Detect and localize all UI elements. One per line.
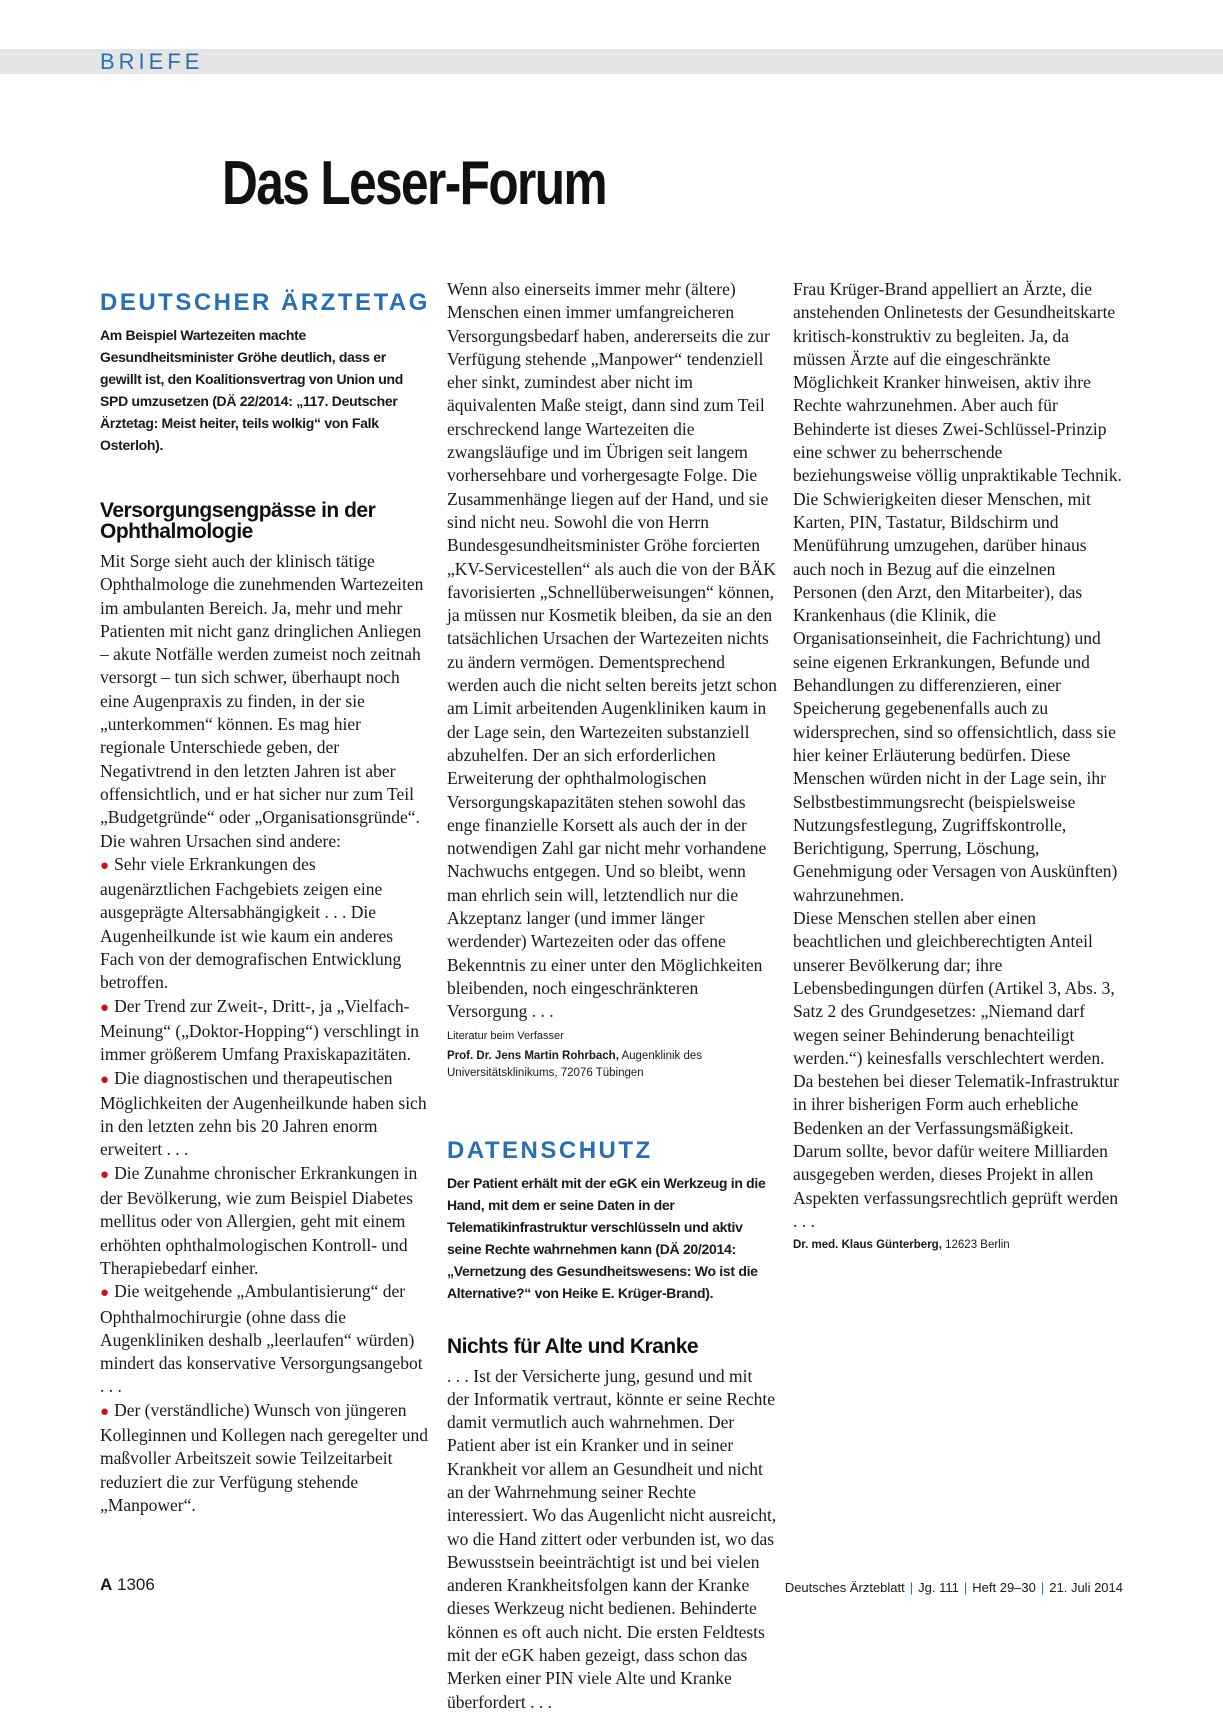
journal-info xyxy=(785,1580,1123,1595)
article1-teaser: Am Beispiel Wartezeiten machte Gesundheitsminister Gröhe deutlich, dass er gewillt ist, den Koalitionsvertrag von Union und SPD umzusetzen (DÄ 22/2014: „117. Deutscher Ärztetag: Meist heiter, teils wolkig“ von Falk Osterloh). xyxy=(100,327,403,453)
divider: | xyxy=(963,1580,968,1595)
journal-volume: Jg. 111 xyxy=(918,1580,959,1595)
bullet-item: ● Sehr viele Erkrankungen des augenärztlichen Fachgebiets zeigen eine ausgeprägte Altersabhängigkeit . . . Die Augenheilkunde ist wie kaum ein anderes Fach von der demografischen Entwicklung betroffen. xyxy=(100,853,402,993)
article1-kicker: DEUTSCHER ÄRZTETAG xyxy=(100,289,430,316)
bullet-item: ● Die weitgehende „Ambulantisierung“ der Ophthalmochirurgie (ohne dass die Augenkliniken deshalb „leerlaufen“ würden) mindert das konservative Versorgungsangebot . . . xyxy=(100,1281,423,1397)
column-1 xyxy=(100,290,430,1517)
bullet-dot-icon: ● xyxy=(100,1403,110,1420)
page-title: Das Leser-Forum xyxy=(222,149,606,218)
section-label: BRIEFE xyxy=(100,49,204,74)
article1-intro: Mit Sorge sieht auch der klinisch tätige Ophthalmologe die zunehmenden Wartezeiten im ambulanten Bereich. Ja, mehr und mehr Patienten mit nicht ganz dringlichen Anliegen – akute Notfälle werden zumeist noch zeitnah versorgt – tun sich schwer, überhaupt noch eine Augenpraxis zu finden, in der sie „unterkommen“ können. Es mag hier regionale Unterschiede geben, der Negativtrend in den letzten Jahren ist aber offensichtlich, und er hat sicher nur zum Teil „Budgetgründe“ oder „Organisationsgründe“. Die wahren Ursachen sind andere: xyxy=(100,551,424,851)
divider: | xyxy=(1040,1580,1045,1595)
bullet-dot-icon: ● xyxy=(100,999,110,1016)
column-3 xyxy=(793,278,1123,1254)
literature-note: Literatur beim Verfasser xyxy=(447,1029,564,1042)
article2-headline: Nichts für Alte und Kranke xyxy=(447,1334,699,1358)
author-name: Dr. med. Klaus Günterberg, xyxy=(793,1239,942,1252)
journal-date: 21. Juli 2014 xyxy=(1049,1580,1123,1595)
article1-headline: Versorgungsengpässe in der Ophthalmologie xyxy=(100,499,376,543)
journal-name: Deutsches Ärzteblatt xyxy=(784,1580,905,1595)
journal-issue: Heft 29–30 xyxy=(972,1580,1036,1595)
page-number: A 1306 xyxy=(100,1575,155,1594)
column-2 xyxy=(447,278,777,1714)
author-name: Prof. Dr. Jens Martin Rohrbach, xyxy=(447,1049,619,1062)
article2-signature xyxy=(793,1237,1123,1254)
bullet-dot-icon: ● xyxy=(100,1285,110,1302)
article2-kicker: DATENSCHUTZ xyxy=(447,1136,653,1164)
author-affiliation: 12623 Berlin xyxy=(945,1239,1010,1252)
bullet-item: ● Die Zunahme chronischer Erkrankungen in der Bevölkerung, wie zum Beispiel Diabetes mellitus oder von Allergien, geht mit einem erhöhten ophthalmologischen Kontroll- und Therapiebedarf einher. xyxy=(100,1162,418,1278)
bullet-dot-icon: ● xyxy=(100,857,110,874)
bullet-dot-icon: ● xyxy=(100,1166,110,1183)
article1-signature xyxy=(447,1048,777,1082)
divider: | xyxy=(909,1580,914,1595)
article2-teaser: Der Patient erhält mit der eGK ein Werkzeug in die Hand, mit dem er seine Daten in der Telematikinfrastruktur verschlüsseln und aktiv seine Rechte wahrnehmen kann (DÄ 20/2014: „Vernetzung des Gesundheitswesens: Wo ist die Alternative?“ von Heike E. Krüger-Brand). xyxy=(447,1174,766,1301)
author-affiliation: Augenklinik des Universitätsklinikums, 72076 Tübingen xyxy=(447,1049,703,1079)
article2-para1: . . . Ist der Versicherte jung, gesund und mit der Informatik vertraut, könnte er seine Rechte damit vermutlich auch wahrnehmen. Der Patient aber ist ein Kranker und in seiner Krankheit vor allem an Gesundheit und nicht an der Wahrnehmung seiner Rechte interessiert. Wo das Augenlicht nicht ausreicht, wo die Hand zittert oder verbunden ist, wo das Bewusstsein beeinträchtigt ist und bei vielen anderen Krankheitsfolgen kann der Kranke dieses Werkzeug nicht bedienen. Behinderte können es oft auch nicht. Die ersten Feldtests mit der eGK haben gezeigt, dass schon das Merken einer PIN viele Alte und Kranke überfordert . . . xyxy=(447,1365,777,1712)
article1-continuation: Wenn also einerseits immer mehr (ältere) Menschen einen immer umfangreicheren Versorgungsbedarf haben, andererseits die zur Verfügung stehende „Manpower“ tendenziell eher sinkt, zumindest aber nicht im äquivalenten Maße steigt, dann sind zum Teil erschreckend lange Wartezeiten die zwangsläufige und im Übrigen seit langem vorhersehbare und vorhergesagte Folge. Die Zusammenhänge liegen auf der Hand, und sie sind nicht neu. Sowohl die von Herrn Bundesgesundheitsminister Gröhe forcierten „KV-Servicestellen“ als auch die von der BÄK favorisierten „Schnellüberweisungen“ können, ja müssen nur Kosmetik bleiben, da sie an den tatsächlichen Ursachen der Wartezeiten nichts zu ändern vermögen. Dementsprechend werden auch die nicht selten bereits jetzt schon am Limit arbeitenden Augenkliniken kaum in der Lage sein, den Wartezeiten substanziell abzuhelfen. Der an sich erforderlichen Erweiterung der ophthalmologischen Versorgungskapazitäten stehen sowohl das enge finanzielle Korsett als auch der in der notwendigen Zahl gar nicht mehr vorhandene Nachwuchs entgegen. Und so bleibt, wenn man ehrlich sein will, letztendlich nur die Akzeptanz langer (und immer länger werdender) Wartezeiten oder das offene Bekenntnis zu einer unter den Möglichkeiten bleibenden, noch eingeschränkteren Versorgung . . . xyxy=(447,279,777,1022)
article2-para3: Diese Menschen stellen aber einen beachtlichen und gleichberechtigten Anteil unserer Bevölkerung dar; ihre Lebensbedingungen dürfen (Artikel 3, Abs. 3, Satz 2 des Grundgesetzes: „Niemand darf wegen seiner Behinderung benachteiligt werden.“) keinesfalls verschlechtert werden. Da bestehen bei dieser Telematik-Infrastruktur in ihrer bisherigen Form auch erhebliche Bedenken an der Verfassungsmäßigkeit. Darum sollte, bevor dafür weitere Milliarden ausgegeben werden, dieses Projekt in allen Aspekten verfassungsrechtlich geprüft werden . . . xyxy=(793,908,1119,1231)
bullet-item: ● Der Trend zur Zweit-, Dritt-, ja „Vielfach-Meinung“ („Doktor-Hopping“) verschlingt in immer größerem Umfang Praxiskapazitäten. xyxy=(100,995,419,1065)
bullet-item: ● Der (verständliche) Wunsch von jüngeren Kolleginnen und Kollegen nach geregelter und maßvoller Arbeitszeit sowie Teilzeitarbeit reduziert die zur Verfügung stehende „Manpower“. xyxy=(100,1399,429,1515)
article2-para2: Frau Krüger-Brand appelliert an Ärzte, die anstehenden Onlinetests der Gesundheitskarte kritisch-konstruktiv zu begleiten. Ja, da müssen Ärzte auf die eingeschränkte Möglichkeit Kranker hinweisen, aktiv ihre Rechte wahrzunehmen. Aber auch für Behinderte ist dieses Zwei-Schlüssel-Prinzip eine schwer zu beherrschende beziehungsweise völlig unpraktikable Technik. Die Schwierigkeiten dieser Menschen, mit Karten, PIN, Tastatur, Bildschirm und Menüführung umzugehen, darüber hinaus auch noch in Bezug auf die einzelnen Personen (den Arzt, den Mitarbeiter), das Krankenhaus (die Klinik, die Organisationseinheit, die Fachrichtung) und seine eigenen Erkrankungen, Befunde und Behandlungen zu differenzieren, einer Speicherung gegebenenfalls auch zu widersprechen, sind so offensichtlich, dass sie hier keiner Erläuterung bedürfen. Diese Menschen würden nicht in der Lage sein, ihr Selbstbestimmungsrecht (beispielsweise Nutzungsfestlegung, Zugriffskontrolle, Berichtigung, Sperrung, Löschung, Genehmigung oder Versagen von Auskünften) wahrzunehmen. xyxy=(793,279,1122,905)
bullet-dot-icon: ● xyxy=(100,1071,110,1088)
bullet-item: ● Die diagnostischen und therapeutischen Möglichkeiten der Augenheilkunde haben sich in den letzten zehn bis 20 Jahren enorm erweitert . . . xyxy=(100,1067,427,1160)
